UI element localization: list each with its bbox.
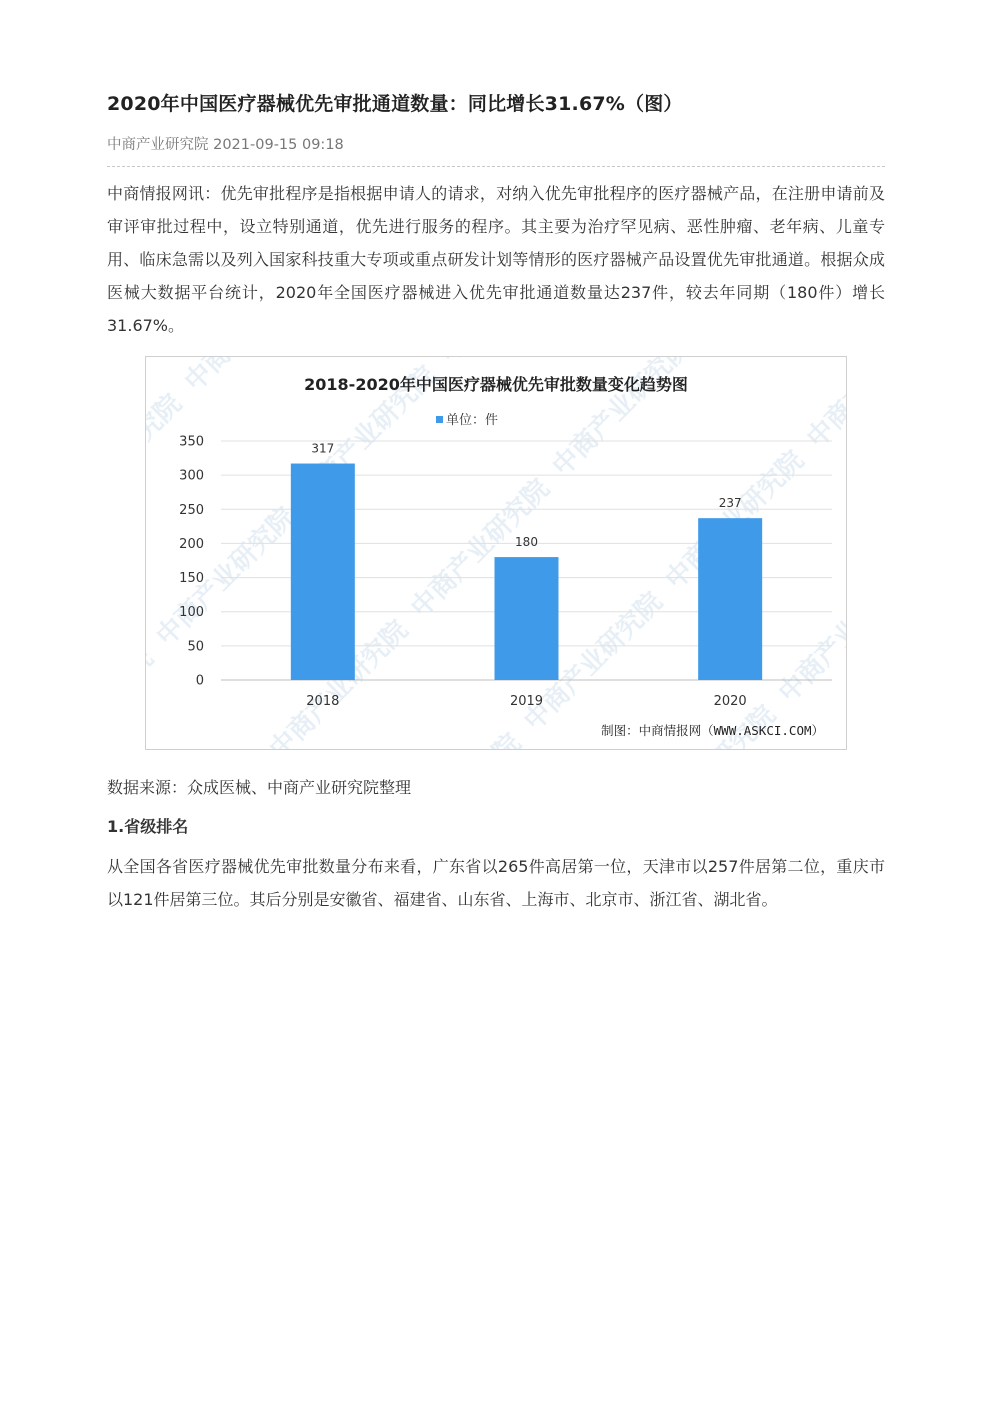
- data-label: 180: [515, 535, 538, 550]
- x-tick-label: 2020: [713, 694, 747, 709]
- intro-paragraph: 中商情报网讯：优先审批程序是指根据申请人的请求，对纳入优先审批程序的医疗器械产品，在注册申请前及审评审批过程中，设立特别通道，优先进行服务的程序。其主要为治疗罕见病、恶性肿瘤、老年病、儿童专用、临床急需以及列入国家科技重大专项或重点研发计划等情形的医疗器械产品设置优先审批通道。根据众成医械大数据平台统计，2020年全国医疗器械进入优先审批通道数量达237件，较去年同期（180件）增长31.67%。: [107, 184, 885, 335]
- bar-chart: [146, 357, 846, 749]
- y-tick-label: 250: [179, 502, 204, 518]
- y-tick-label: 100: [179, 605, 204, 621]
- bar: [698, 518, 762, 680]
- chart-title: 2018-2020年中国医疗器械优先审批数量变化趋势图: [304, 375, 688, 394]
- publish-date: 2021-09-15 09:18: [213, 137, 344, 153]
- y-tick-label: 300: [179, 468, 204, 484]
- dashed-divider: [107, 166, 885, 167]
- bar-chart-figure: [145, 356, 847, 750]
- x-tick-label: 2018: [306, 694, 340, 709]
- data-label: 317: [311, 441, 335, 456]
- data-source-note: 数据来源：众成医械、中商产业研究院整理: [107, 778, 412, 797]
- article-title: 2020年中国医疗器械优先审批通道数量：同比增长31.67%（图）: [107, 93, 683, 115]
- bar: [291, 464, 355, 680]
- data-label: 237: [718, 496, 742, 511]
- y-tick-label: 150: [179, 571, 204, 587]
- y-tick-label: 350: [179, 434, 204, 450]
- section-paragraph: 从全国各省医疗器械优先审批数量分布来看，广东省以265件高居第一位，天津市以257件居第二位，重庆市以121件居第三位。其后分别是安徽省、福建省、山东省、上海市、北京市、浙江省、湖北省。: [107, 857, 885, 909]
- chart-credit: 制图：中商情报网（WWW.ASKCI.COM）: [601, 723, 824, 738]
- y-tick-label: 0: [195, 673, 204, 689]
- legend-label: 单位：件: [446, 413, 499, 428]
- section-heading: 1.省级排名: [107, 817, 189, 836]
- article-meta: [107, 134, 885, 156]
- legend-swatch: [436, 416, 443, 423]
- y-tick-label: 50: [187, 639, 204, 655]
- source-name[interactable]: 中商产业研究院: [107, 137, 209, 153]
- bar: [495, 557, 559, 680]
- y-tick-label: 200: [179, 536, 204, 552]
- x-tick-label: 2019: [509, 694, 544, 709]
- article: [107, 88, 885, 342]
